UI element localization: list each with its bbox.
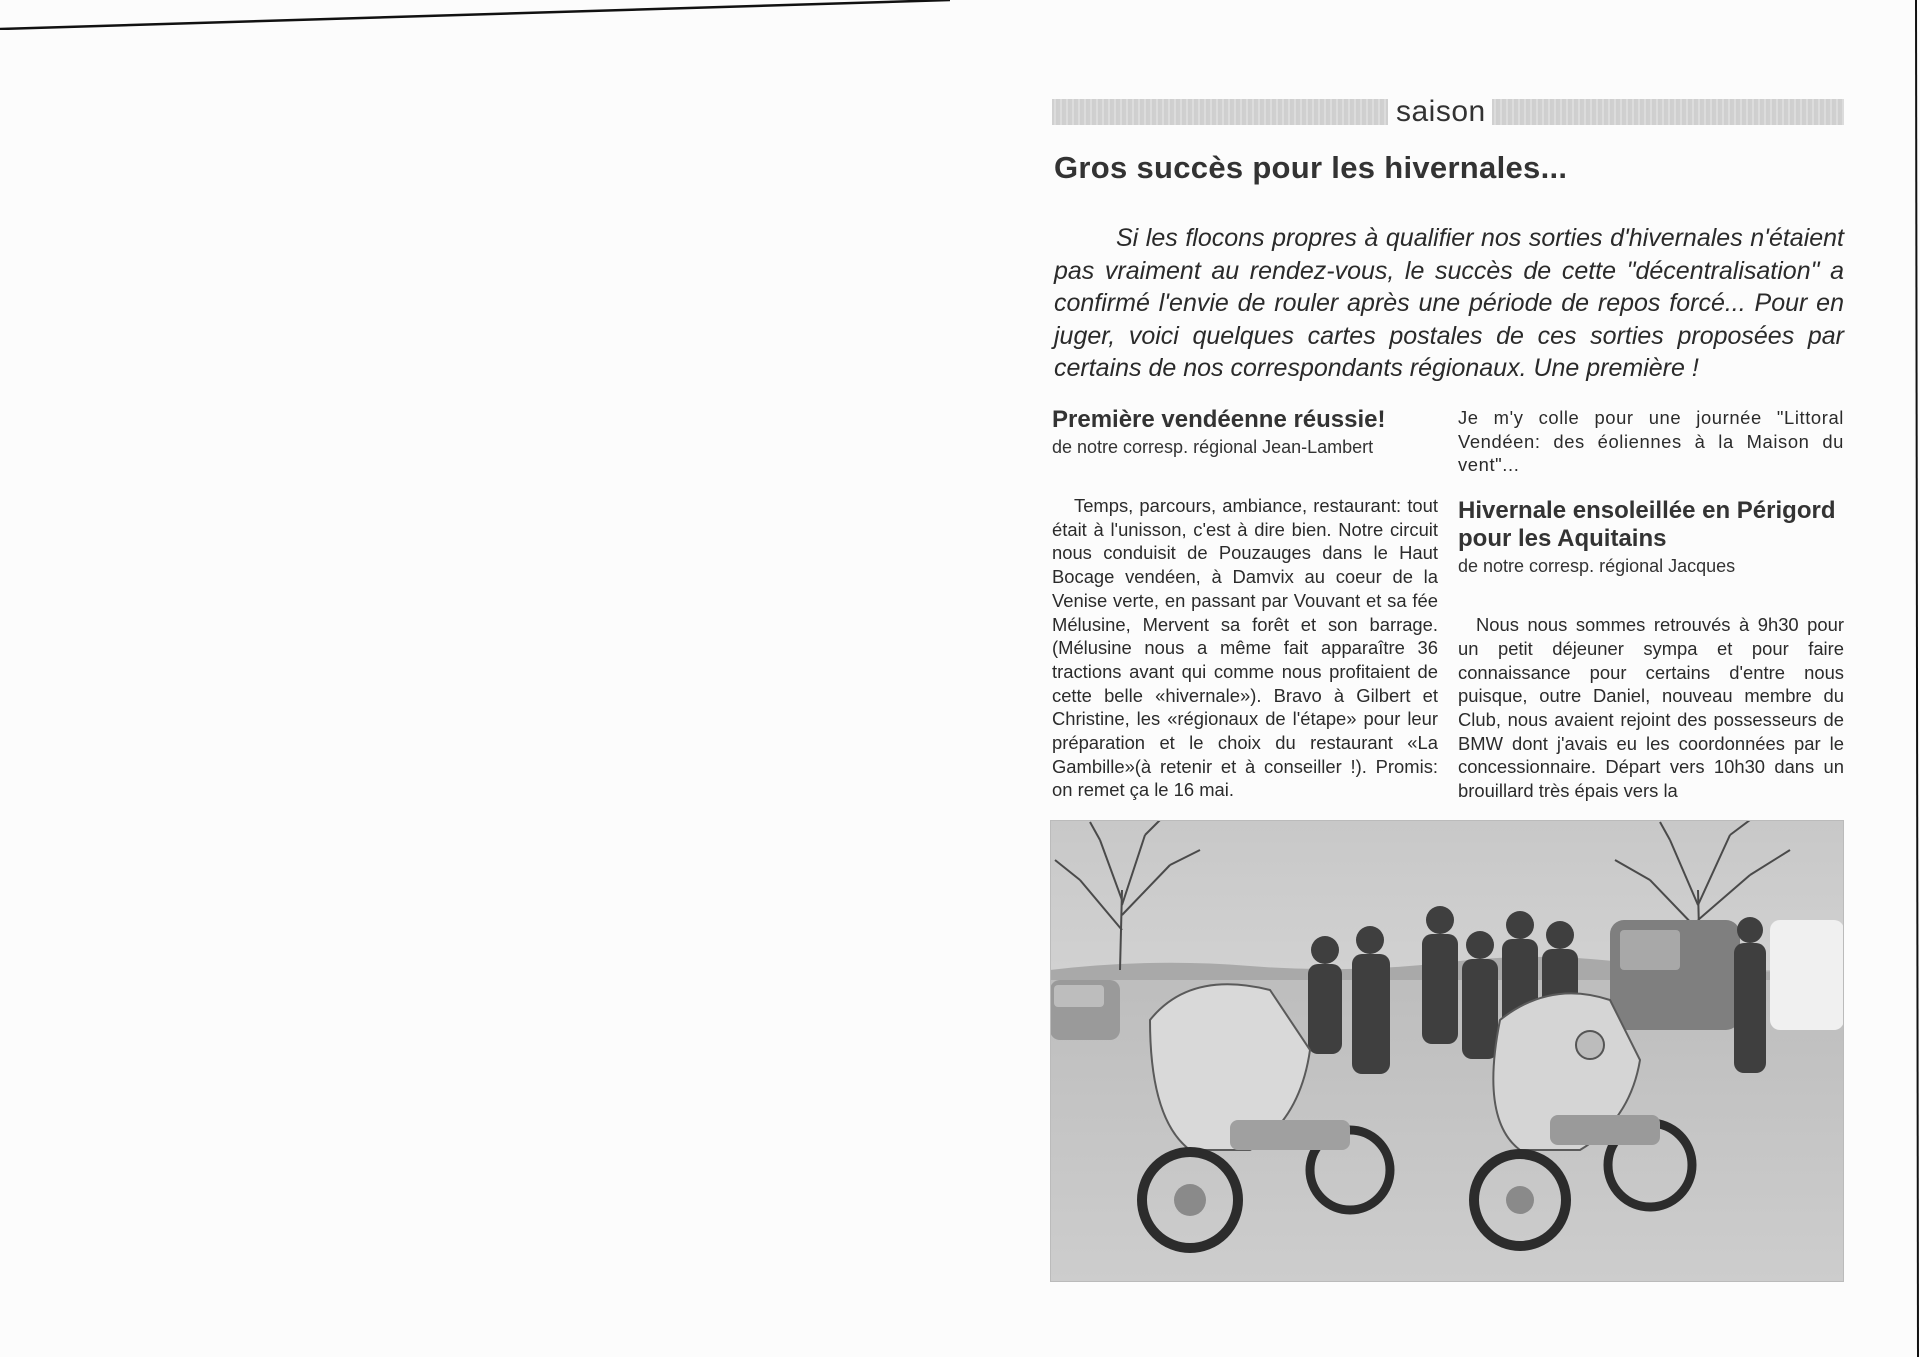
left-column [1052,406,1438,803]
right-column-title: Hivernale ensoleillée en Périgord pour les Aquitains [1458,497,1836,553]
article-columns [1052,406,1844,803]
scan-edge-top [0,0,950,30]
right-column-intro: Je m'y colle pour une journée "Littoral Vendéen: des éoliennes à la Maison du vent"... [1458,407,1844,476]
left-column-title: Première vendéenne réussie! [1052,406,1386,433]
scan-edge-right [1908,0,1920,1357]
right-column [1458,406,1844,803]
section-band-left [1052,99,1388,125]
article-chapo: Si les flocons propres à qualifier nos sorties d'hivernales n'étaient pas vraiment au rendez-vous, le succès de cette "décentralisation" a confirmé l'envie de rouler après une période de repos forcé... Pour en juger, voici quelques cartes postales de ces sorties proposées par certains de nos correspondants régionaux. Une première ! [1054,224,1844,382]
section-band-right [1492,99,1844,125]
section-label: saison [1396,95,1486,128]
left-column-body: Temps, parcours, ambiance, restaurant: tout était à l'unisson, c'est à dire bien. Notre circuit nous conduisit de Pouzauges dans le Haut Bocage vendéen, à Damvix au coeur de la Venise verte, en passant par Vouvant et sa fée Mélusine, Mervent sa forêt et son barrage. (Mélusine nous a même fait apparaître 36 tractions avant qui comme nous profitaient de cette belle «hivernale»). Bravo à Gilbert et Christine, les «régionaux de l'étape» pour leur préparation et le choix du restaurant «La Gambille»(à retenir et à conseiller !). Promis: on remet ça le 16 mai. [1052,495,1438,801]
article-title: Gros succès pour les hivernales... [1054,150,1568,185]
article [1052,95,1844,802]
photo-illustration [1050,820,1844,1282]
right-column-body: Nous nous sommes retrouvés à 9h30 pour un petit déjeuner sympa et pour faire connaissance pour certains d'entre nous puisque, outre Daniel, nouveau membre du Club, nous avaient rejoint des possesseurs de BMW dont j'avais eu les coordonnées par le concessionnaire. Départ vers 10h30 dans un brouillard très épais vers la [1458,614,1844,802]
right-column-byline: de notre corresp. régional Jacques [1458,556,1736,577]
left-column-byline: de notre corresp. régional Jean-Lambert [1052,437,1374,457]
section-band [1052,96,1844,128]
group-photo-motorcycles [1050,820,1844,1282]
